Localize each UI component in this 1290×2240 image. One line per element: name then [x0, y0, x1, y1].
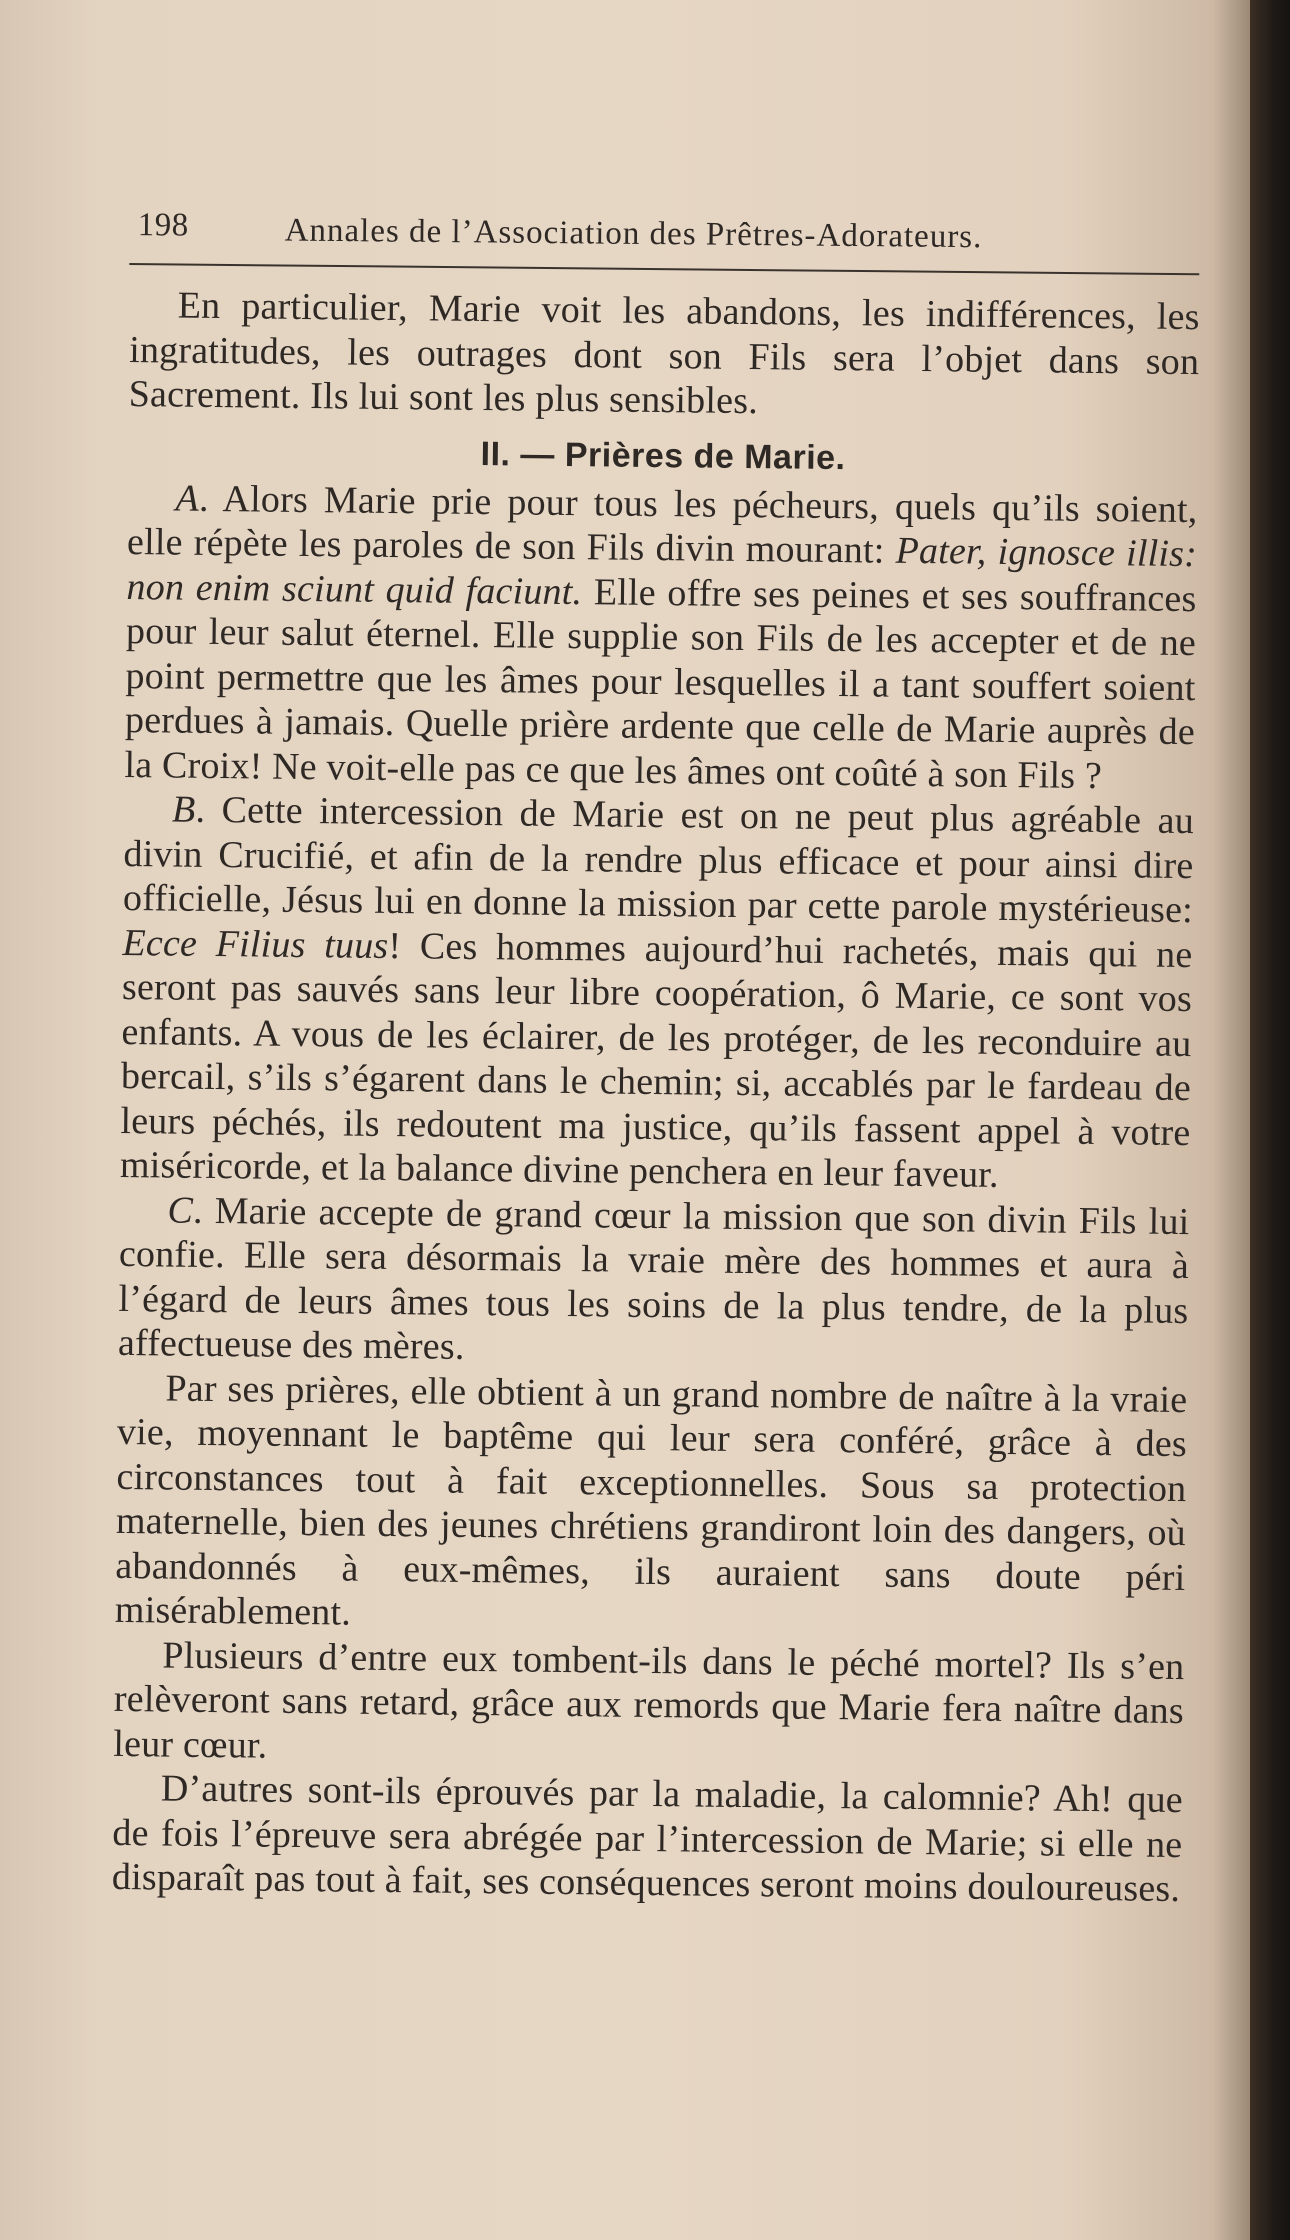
paragraph-intro: En particulier, Marie voit les abandons, les indifférences, les ingratitudes, les outrages dont son Fils sera l’objet dans son Sacrement. Ils lui sont les plus sensibles. [128, 284, 1200, 423]
paragraph-b-marker: B [171, 788, 196, 831]
paragraph-a-text-1: . Alors Marie prie pour tous les pécheurs, quels qu’ils soient, elle répète les paroles de son Fils divin mourant: [126, 477, 1198, 572]
body-text [112, 283, 1200, 1912]
paragraph-b-text-2: ! Ces hommes aujourd’hui rachetés, mais qui ne seront pas sauvés sans leur libre coopération, ô Marie, ce sont vos enfants. A vous de les éclairer, de les protéger, de les reconduire au bercail, s’ils s’égarent dans le chemin; si, accablés par le fardeau de leurs péchés, ils redoutent ma justice, qu’ils fassent appel à votre miséricorde, et la balance divine penchera en leur faveur. [119, 924, 1193, 1196]
paragraph-a-latin-quote: Pater, ignosce illis: non enim sciunt quid faciunt. [126, 529, 1198, 613]
paragraph-c-text: . Marie accepte de grand cœur la mission que son divin Fils lui confie. Elle sera désormais la vraie mère des hommes et aura à l’égard de leurs âmes tous les soins de la plus tendre, de la plus affectueuse des mères. [117, 1189, 1190, 1368]
journal-title: Annales de l’Association des Prêtres-Adorateurs. [284, 212, 983, 256]
page-number: 198 [137, 207, 189, 244]
paragraph-a [124, 475, 1197, 799]
page-content [111, 195, 1200, 1911]
paragraph-c-marker: C [167, 1188, 194, 1232]
paragraph-a-text-2: Elle offre ses peines et ses souffrances pour leur salut éternel. Elle supplie son Fils de les accepter et de ne point permettre que les âmes pour lesquelles il a tant souffert soient perdues à jamais. Quelle prière ardente que celle de Marie auprès de la Croix! Ne voit-elle pas ce que les âmes ont coûté à son Fils ? [124, 570, 1197, 797]
paragraph-b [120, 787, 1194, 1200]
paragraph-c [118, 1187, 1190, 1377]
paragraph-prayers: Par ses prières, elle obtient à un grand nombre de naître à la vraie vie, moyennant le baptême qui leur sera conféré, grâce à des circonstances tout à fait exceptionnelles. Sous sa protection maternelle, bien des jeunes chrétiens grandiront loin des dangers, où abandonnés à eux-mêmes, ils auraient sans doute péri misérablement. [114, 1366, 1188, 1634]
paragraph-mortal-sin: Plusieurs d’entre eux tombent-ils dans le péché mortel? Ils s’en relèveront sans retard, grâce aux remords que Marie fera naître dans leur cœur. [113, 1633, 1185, 1767]
paragraph-trials: D’autres sont-ils éprouvés par la maladie, la calomnie? Ah! que de fois l’épreuve sera abrégée par l’intercession de Marie; si elle ne disparaît pas tout à fait, ses conséquences seront moins douloureuses. [111, 1767, 1184, 1911]
section-heading: II. — Prières de Marie. [480, 434, 846, 477]
running-header [129, 195, 1200, 275]
paragraph-b-latin-quote: Ecce Filius tuus [122, 921, 389, 967]
paragraph-a-marker: A [175, 477, 200, 520]
book-spine-edge [1250, 0, 1290, 2240]
paragraph-b-text-1: . Cette intercession de Marie est on ne peut plus agréable au divin Crucifié, et afin de la rendre plus efficace et pour ainsi dire officielle, Jésus lui en donne la mission par cette parole mystérieuse: [122, 788, 1195, 932]
